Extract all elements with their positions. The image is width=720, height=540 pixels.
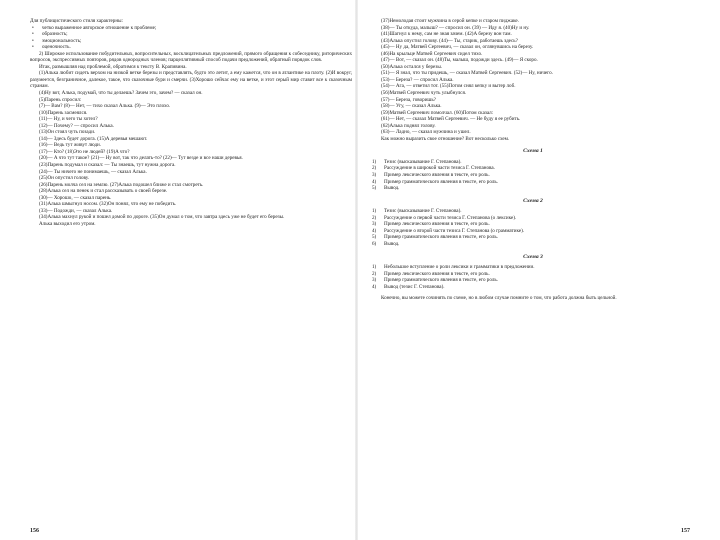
paragraph: (17)— Кто? (18)Это не людей? (19)А что?: [39, 148, 130, 155]
paragraph: (10)Парень засмеялся.: [39, 109, 88, 116]
paragraph: (14)— Здесь будет дорога. (15)А деревья мешают.: [39, 135, 148, 142]
paragraph: (51)— Я знал, что ты придешь, — сказал Матвей Сергеевич. (52)— Ну, ничего.: [381, 70, 553, 77]
list-item: 4) Вывод (тезис Г. Степанова).: [372, 283, 445, 290]
paragraph: (41)Шагнул к нему, сам не зная зачем. (42)А березу вон там.: [381, 31, 512, 38]
list-item: 3) Пример грамматического явления в тексте, его роль.: [372, 277, 498, 284]
feature-item: • четко выраженное авторское отношение к проблеме;: [30, 25, 352, 32]
paragraph: (53)— Береза? — спросил Алька.: [381, 76, 454, 83]
left-body: [30, 51, 352, 228]
paragraph: (24)— Ты ничего не понимаешь, — сказал Алька.: [39, 168, 147, 175]
feature-item: • оценочность.: [30, 44, 352, 51]
intro-text: Для публицистического стиля характерны:: [30, 18, 123, 24]
features-list: [30, 25, 352, 51]
list-item: 6) Вывод.: [372, 240, 400, 247]
paragraph: (57)— Береза, говоришь?: [381, 96, 436, 103]
paragraph: (12)— Почему? — спросил Алька.: [39, 122, 114, 129]
right-page: [372, 18, 694, 302]
paragraph: (37)Немолодая стоит мужчина в серой кепке и старом пиджаке.: [381, 18, 519, 24]
paragraph: (54)— Ага, — ответил тот. (55)Потом снял кепку и вытер лоб.: [381, 83, 516, 90]
paragraph: (20)— А что тут такое? (21)— Ну вот, так что делать-то? (22)— Тут везде и все наши деревья.: [39, 155, 243, 162]
list-item: 4) Пример грамматического явления в тексте, его роль.: [372, 178, 498, 185]
paragraph: 2) Широкое использование побудительных, вопросительных, восклицательных предложений, прямого обращения к собеседнику, риторических вопросов, экспрессивных повторов, рядов однородных членов; парцеллятивный способ подачи предложений, обратный порядок слов.: [30, 50, 352, 64]
paragraph: (34)Алька махнул рукой и пошел домой по дороге. (35)Он думал о том, что завтра здесь уже не будет его березы.: [39, 214, 285, 221]
book-gutter: [355, 0, 358, 540]
paragraph: (46)На крыльце Матвей Сергеевич сидел тихо.: [381, 50, 483, 57]
paragraph: Как можно выразить свое отношение? Вот несколько схем.: [381, 135, 510, 142]
paragraph: (47)— Вот, — сказал он. (48)Ты, малыш, подожди здесь. (49)— Я скоро.: [381, 57, 538, 64]
scheme-1: [372, 148, 694, 191]
page-number-right: 157: [681, 528, 690, 534]
list-item: 2) Пример лексического явления в тексте, его роль.: [372, 270, 490, 277]
paragraph: Алька выходил его утром.: [39, 220, 96, 227]
paragraph: (7)— Вам? (8)— Нет, — тихо сказал Алька. (9)— Это плохо.: [39, 103, 171, 110]
paragraph: (59)Матвей Сергеевич помолчал. (60)Потом сказал:: [381, 109, 494, 116]
page-number-left: 156: [30, 528, 39, 534]
scheme-title: Схема 2: [523, 197, 543, 204]
paragraph: (63)— Ладно, — сказал мужчина и ушел.: [381, 129, 471, 136]
paragraph: (62)Алька поднял голову.: [381, 122, 436, 129]
paragraph: (1)Алька любит сидеть верхом на низкой ветке березы и представлять, будто это летит, а ему кажется, что он в атлантике на плоту. (2)И вокруг, разумеется, безграничное, далекое, такое, что сказочные бури и смерчи. (3)Хорошо сейчас ему на ветке, и этот серый мир ставит все к сказочным странам.: [30, 70, 352, 90]
paragraph: (58)— Угу, — сказал Алька.: [381, 103, 442, 110]
paragraph: (43)Алька опустил голову. (44)— Ты, старик, работаешь здесь?: [381, 37, 518, 44]
scheme-2: [372, 198, 694, 248]
scheme-list: [372, 208, 694, 247]
closing-paragraph: Конечно, вы можете сочинять по схеме, но в любом случае помните о том, что работа должна быть цельной.: [381, 295, 617, 302]
paragraph: (33)— Подожди, — сказал Алька.: [39, 207, 113, 214]
list-item: 3) Пример лексического явления в тексте, его роль.: [372, 172, 490, 179]
list-item: 3) Пример лексического явления в тексте, его роль.: [372, 221, 490, 228]
list-item: 1) Тезис (высказывание Г. Степанова).: [372, 208, 462, 215]
paragraph: (13)Он стоял чуть позади.: [39, 129, 96, 136]
right-body: [372, 18, 694, 142]
scheme-title: Схема 3: [523, 253, 543, 260]
feature-item: • образность;: [30, 31, 352, 38]
feature-item: • эмоциональность;: [30, 38, 352, 45]
paragraph: (16)— Ведь тут живут люди.: [39, 142, 102, 149]
paragraph: (26)Парень молча сел на землю. (27)Алька подошел ближе и стал смотреть.: [39, 181, 204, 188]
scheme-3: [372, 254, 694, 291]
paragraph: (50)Алька остался у березы.: [381, 63, 443, 70]
left-page: [30, 18, 352, 228]
paragraph: (11)— Ну, и чего ты хотел?: [39, 116, 98, 123]
list-item: 1) Тезис (высказывание Г. Степанова).: [372, 158, 462, 165]
paragraph: (25)Он опустил голову.: [39, 175, 90, 182]
scheme-title: Схема 1: [523, 148, 543, 155]
paragraph: (5)Парень спросил:: [39, 96, 82, 103]
list-item: 2) Рассуждение о первой части тезиса Г. Степанова (о лексике).: [372, 214, 517, 221]
list-item: 1) Небольшое вступление о роли лексики и грамматики в предложении.: [372, 264, 535, 271]
paragraph: (4)Ну вот, Алька, подумай, что ты делаешь? Зачем это, зачем? — сказал он.: [39, 90, 203, 97]
scheme-list: [372, 159, 694, 192]
paragraph: (28)Алька сел на пенек и стал рассказывать о своей березе.: [39, 188, 168, 195]
paragraph: (31)Алька шмыгнул носом. (32)Он понял, что ему не победить.: [39, 201, 177, 208]
paragraph: (61)— Нет, — сказал Матвей Сергеевич. — Не буду я ее рубить.: [381, 116, 521, 123]
paragraph: (38)— Ты откуда, малыш? — спросил он. (39) — Иду я. (40)Ну и ну.: [381, 24, 530, 31]
paragraph: (23)Парень подумал и сказал: — Ты знаешь, тут нужна дорога.: [39, 162, 176, 169]
paragraph: (45)— Ну да, Матвей Сергеевич, — сказал он, оглянувшись на березу.: [381, 44, 534, 51]
paragraph: (56)Матвей Сергеевич чуть улыбнулся.: [381, 90, 467, 97]
list-item: 5) Пример грамматического явления в тексте, его роль.: [372, 234, 498, 241]
list-item: 4) Рассуждение о второй части тезиса Г. Степанова (о грамматике).: [372, 227, 525, 234]
paragraph: Итак, размышляя над проблемой, обратимся к тексту В. Крапивина.: [39, 63, 187, 70]
scheme-list: [372, 264, 694, 290]
list-item: 2) Рассуждение в широкой части тезиса Г. Степанова.: [372, 165, 495, 172]
list-item: 5) Вывод.: [372, 185, 400, 192]
paragraph: (30)— Хорошо, — сказал парень.: [39, 194, 112, 201]
